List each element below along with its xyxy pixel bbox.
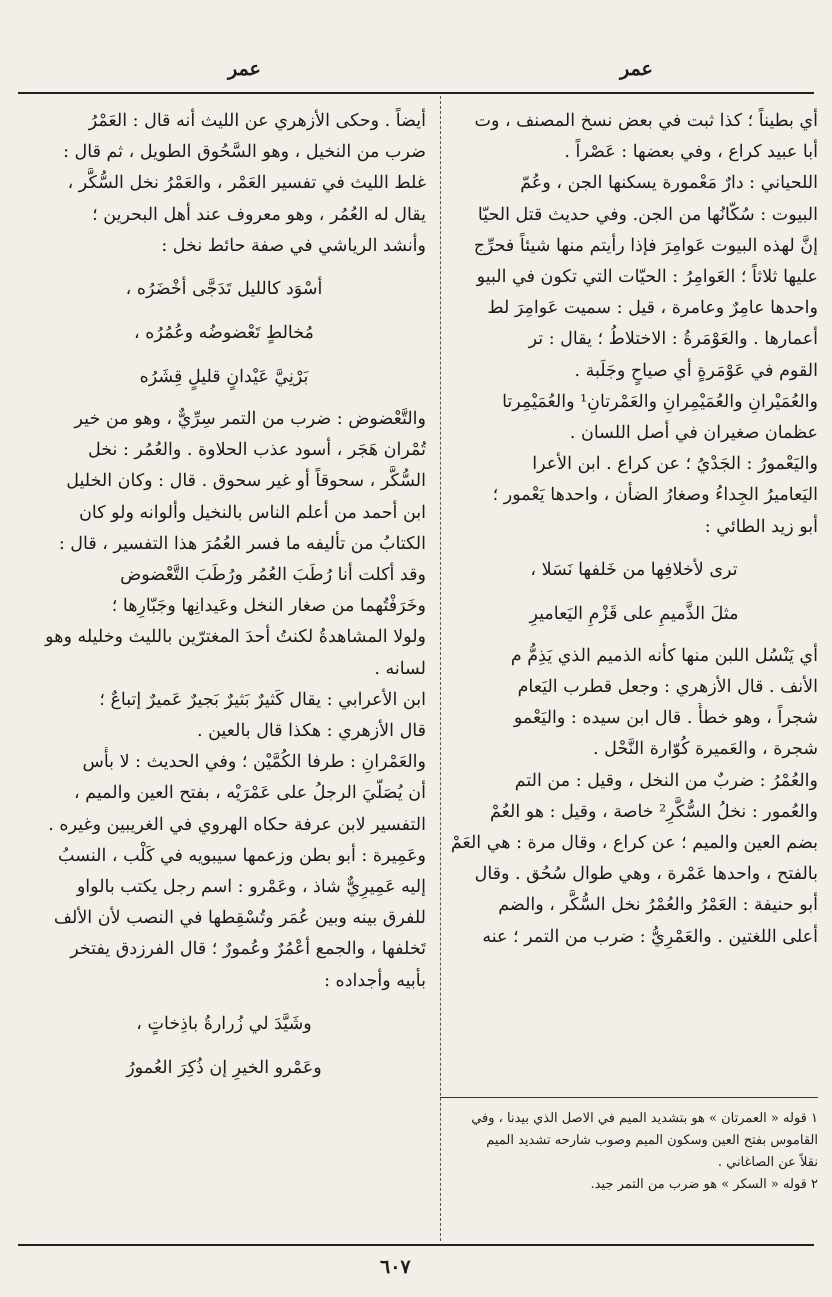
verse-line: وشَيَّدَ لي زُرارةُ باذِخاتٍ ، (136, 1013, 312, 1034)
text-line: غلط الليث في تفسير العَمْر ، والعَمْرُ نخل السُّكَّر ، (67, 173, 426, 194)
text-line: ضرب من النخيل ، وهو السَّحُوق الطويل ، ثم قال : (63, 142, 426, 163)
text-line: عظمان صغيران في أصل اللسان . (569, 423, 818, 444)
text-line: والعَمْرانِ : طرفا الكُمَّيْن ؛ وفي الحديث : لا بأْس (82, 752, 426, 773)
text-line: أعلى اللغتين . والعَمْرِيُّ : ضرب من التمر ؛ عنه (482, 926, 818, 947)
footnote-line: القاموس بفتح العين وسكون الميم وصوب شارحه تشديد الميم (486, 1133, 818, 1148)
text-line: لسانه . (374, 658, 426, 679)
text-line: واحدها عامِرٌ وعامرة ، قيل : سميت عَوامِرَ لط (487, 298, 818, 319)
text-line: تَخلفها ، والجمع أعْمُرٌ وعُمورٌ ؛ قال الفرزدق يفتخر (70, 939, 426, 960)
text-line: بضم العين والميم ؛ عن كراع ، وقال مرة : هي العَمْ (450, 833, 818, 854)
text-line: ولولا المشاهدةُ لكنتُ أحدَ المغترّين بالليث وخليله وهو (45, 627, 426, 648)
footnote-line: نقلاً عن الصاغاني . (717, 1155, 818, 1170)
text-line: وخَرَفْتُهما من صغار النخل وعَيدانِها وجَبّارِها ؛ (111, 596, 426, 617)
header-keyword-right: عمر (620, 58, 653, 80)
text-line: وأنشد الرياشي في صفة حائط نخل : (161, 235, 426, 256)
text-line: أي يَنْسُل اللبن منها كأنه الذميم الذي يَذِمُّ م (510, 645, 818, 666)
top-rule (18, 92, 814, 94)
footnote-line: ٢ قوله « السكر » هو ضرب من التمر جيد. (590, 1177, 818, 1192)
text-line: للفرق بينه وبين عُمَر وتُسْقِطها في النصب لأن الألف (53, 908, 426, 929)
text-line: السُّكَّر ، سحوقاً أو غير سحوق . قال : وكان الخليل (66, 471, 426, 492)
right-column (450, 106, 818, 953)
text-line: وقد أكلت أنا رُطَبَ العُمُر ورُطَبَ التَّعْضوض (120, 565, 426, 586)
text-line: أيضاً . وحكى الأزهري عن الليث أنه قال : العَمْرُ (88, 111, 426, 131)
text-line: الأنف . قال الأزهري : وجعل قطرب اليَعام (517, 677, 818, 698)
text-line: الكتابُ من تأليفه ما فسر العُمُرَ هذا التفسير ، قال : (58, 533, 426, 554)
text-line: يقال له العُمُر ، وهو معروف عند أهل البحرين ؛ (92, 204, 426, 225)
verse-line: مُخالطٍ تَعْضوضُه وعُمُرُه ، (134, 323, 314, 344)
header-keyword-left: عمر (228, 58, 261, 80)
verse-line: مثلَ الذَّميمِ على قَزْمِ اليَعاميرِ (529, 603, 739, 624)
text-line: اللحياني : دارٌ مَعْمورة يسكنها الجن ، وعُمّ (520, 173, 818, 194)
verse-line: وعَمْرو الخيرِ إن ذُكِرَ العُمورُ (126, 1057, 322, 1078)
text-line: قال الأزهري : هكذا قال بالعين . (196, 721, 426, 742)
text-line: أبا عبيد كراع ، وفي بعضها : عَصْراً . (564, 142, 818, 163)
text-line: تُمْران هَجَر ، أسود عذب الحلاوة . والعُمُر : نخل (87, 440, 426, 461)
text-line: والعُمْرُ : ضربٌ من النخل ، وقيل : من التم (514, 770, 818, 791)
text-line: أن يُصَلّيَ الرجلُ على عَمْرَيْه ، بفتح العين والميم ، (74, 783, 426, 804)
text-line: ابن أحمد من أعلم الناس بالنخيل وألوانه ولو كان (79, 502, 426, 523)
left-column (22, 106, 426, 1095)
text-line: وعَمِيرة : أبو بطن وزعمها سيبويه في كَلْب ، النسبُ (58, 845, 426, 866)
footnote-line: ١ قوله « العمرتان » هو بتشديد الميم في الاصل الذي بيدنا ، وفي (471, 1111, 818, 1126)
text-line: أي بطيناً ؛ كذا ثبت في بعض نسخ المصنف ، وت (474, 111, 818, 131)
text-line: أعمارها . والعَوْمَرةُ : الاختلاطُ ؛ يقال : تر (528, 329, 818, 350)
text-line: أبو زيد الطائي : (704, 516, 818, 537)
footnote-rule (440, 1097, 818, 1098)
text-line: شجراً ، وهو خطأٌ . قال ابن سيده : واليَعْمو (513, 708, 818, 729)
text-line: القوم في عَوْمَرةٍ أي صياحٍ وجَلَبة . (574, 360, 818, 381)
text-line: بالفتح ، واحدها عَمْرة ، وهي طوال سُحُق . وقال (474, 864, 818, 885)
text-line: عليها ثلاثاً ؛ العَوامِرُ : الحيّات التي تكون في البيو (476, 267, 818, 288)
verse-line: بَرْنِيَّ عَيْدانٍ قليلٍ قِشَرُه (139, 367, 309, 388)
page-number: ٦٠٧ (380, 1256, 411, 1278)
text-line: إنَّ لهذه البيوت عَوامِرَ فإذا رأيتم منها شيئاً فحرِّج (473, 235, 818, 256)
text-line: إليه عَمِيرِيٌّ شاذ ، وعَمْرو : اسم رجل يكتب بالواو (76, 877, 426, 898)
text-line: البيوت : سُكّانُها من الجن. وفي حديث قتل الحيّا (477, 204, 818, 225)
text-line: والتَّعْضوض : ضرب من التمر سِرِّيٌّ ، وهو من خير (74, 409, 426, 430)
text-line: ابن الأعرابي : يقال كَثيرٌ بَثيرٌ بَجيرٌ عَميرٌ إتباعٌ ؛ (99, 689, 426, 710)
text-line: بأبيه وأجداده : (324, 970, 426, 991)
text-line: والعُمور : نخلُ السُّكَّرِ² خاصة ، وقيل : هو العُمْ (489, 801, 818, 822)
text-line: والعُمَيْرانِ والعُمَيْمِرانِ والعَمْرتانِ¹ والعُمَيْمِرتا (502, 391, 818, 412)
text-line: اليَعاميرُ الجِداءُ وصغارُ الضأن ، واحدها يَعْمور ؛ (492, 485, 818, 506)
footnotes (450, 1108, 818, 1196)
text-line: التفسير لابن عرفة حكاه الهروي في الغريبين وغيره . (48, 814, 426, 835)
verse-line: ترى لأخلافِها من خَلفها نَسَلا ، (530, 559, 738, 580)
bottom-rule (18, 1244, 814, 1246)
text-line: شجرة ، والعَميرة كُوّارة النَّحْل . (593, 739, 818, 760)
column-divider (440, 96, 441, 1241)
text-line: واليَعْمورُ : الجَدْيُ ؛ عن كراع . ابن الأعرا (532, 454, 818, 475)
verse-line: أسْوَد كالليل تَدَجَّى أخْضَرُه ، (125, 279, 323, 300)
text-line: أبو حنيفة : العَمْرُ والعُمْرُ نخل السُّكَّر ، والضم (498, 895, 818, 916)
